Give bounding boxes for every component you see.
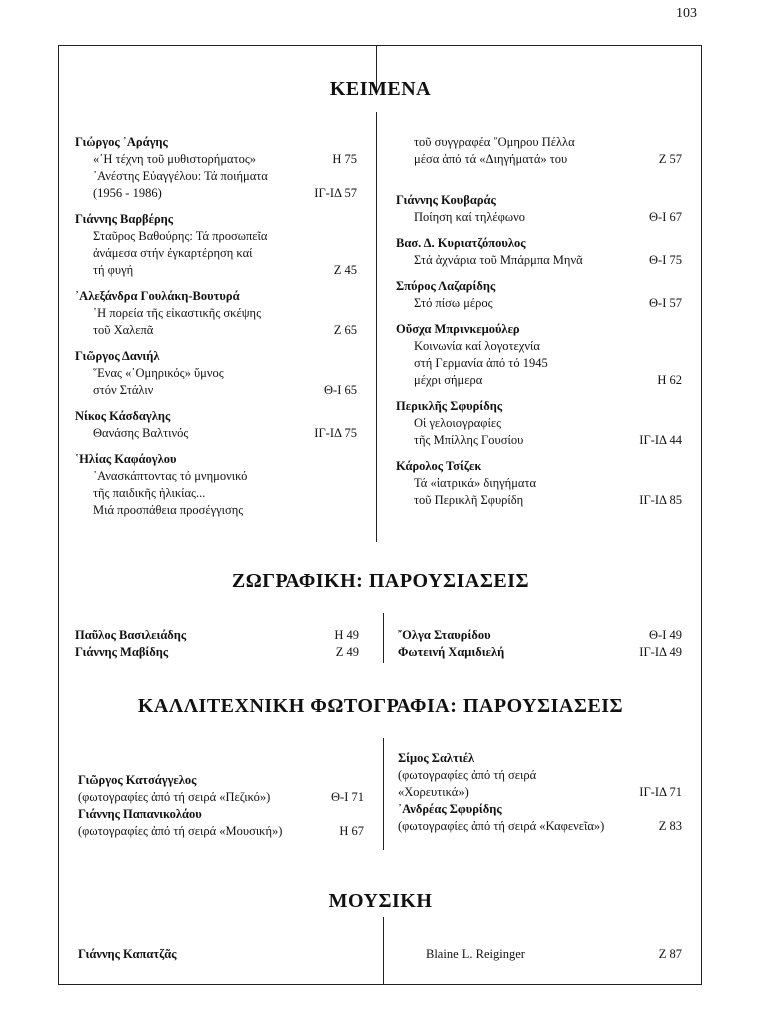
section-title-fotografia: ΚΑΛΛΙΤΕΧΝΙΚΗ ΦΩΤΟΓΡΑΦΙΑ: ΠΑΡΟΥΣΙΑΣΕΙΣ (137, 695, 624, 717)
entry-line: τῆς παιδικῆς ἡλικίας... (93, 486, 206, 500)
entry-line: τοῦ συγγραφέα ῞Ομηρου Πέλλα (414, 135, 575, 149)
entry-line: Οἱ γελοιογραφίες (414, 416, 502, 430)
entry-line: τή φυγή Ζ 45 (93, 263, 357, 277)
page-number: 103 (676, 6, 697, 21)
entry-line: τῆς Μπίλλης Γουσίου ΙΓ-ΙΔ 44 (414, 433, 682, 447)
author-name: Σίμος Σαλτιέλ (398, 751, 475, 765)
keimena-left-column (75, 134, 357, 528)
entry-line: (1956 - 1986) ΙΓ-ΙΔ 57 (93, 186, 357, 200)
list-item (396, 235, 682, 269)
entry-line: (φωτογραφίες ἀπό τή σειρά «Πεζικό») Θ-Ι 71 (78, 790, 364, 804)
author-name: Γιάννης Βαρβέρης (75, 212, 174, 226)
list-item (75, 451, 357, 519)
section-title-mousiki: ΜΟΥΣΙΚΗ (328, 890, 433, 912)
list-item: Παῦλος Βασιλειάδης Η 49 (75, 628, 359, 642)
entry-line: τοῦ Περικλῆ Σφυρίδη ΙΓ-ΙΔ 85 (414, 493, 682, 507)
entry-line: Μιά προσπάθεια προσέγγισης (93, 503, 244, 517)
mousiki-right (426, 946, 682, 963)
author-name: ῾Ηλίας Καφάογλου (75, 452, 177, 466)
column-divider (383, 917, 384, 985)
column-divider (383, 738, 384, 850)
entry-line: ῾Η πορεία τῆς εἰκαστικῆς σκέψης (93, 306, 262, 320)
section-title-zografiki: ΖΩΓΡΑΦΙΚΗ: ΠΑΡΟΥΣΙΑΣΕΙΣ (231, 570, 530, 592)
author-name: Νίκος Κάσδαγλης (75, 409, 171, 423)
entry-line: Θανάσης Βαλτινός ΙΓ-ΙΔ 75 (93, 426, 357, 440)
list-item (396, 458, 682, 509)
author-name: ᾿Ανδρέας Σφυρίδης (398, 802, 502, 816)
author-name: Σπύρος Λαζαρίδης (396, 279, 496, 293)
entry-line: Σταῦρος Βαθούρης: Τά προσωπεῖα (93, 229, 268, 243)
author-name: Γιῶργος Κατσάγγελος (78, 773, 197, 787)
fotografia-left (78, 772, 364, 840)
entry-line: «Χορευτικά») ΙΓ-ΙΔ 71 (398, 785, 682, 799)
entry-line: (φωτογραφίες ἀπό τή σειρά «Μουσική») Η 67 (78, 824, 364, 838)
list-item: Φωτεινή Χαμιδιελή ΙΓ-ΙΔ 49 (398, 645, 682, 659)
list-item (396, 321, 682, 389)
author-name: Κάρολος Τσίζεκ (396, 459, 482, 473)
author-name: Γιάννης Κουβαράς (396, 193, 496, 207)
author-name: Περικλῆς Σφυρίδης (396, 399, 503, 413)
list-item (396, 278, 682, 312)
author-name: ᾿Αλεξάνδρα Γουλάκη-Βουτυρά (75, 289, 240, 303)
list-item (75, 288, 357, 339)
list-item (75, 134, 357, 202)
fotografia-right (398, 750, 682, 835)
zografiki-right (398, 627, 682, 661)
list-item (75, 348, 357, 399)
entry-line: (φωτογραφίες ἀπό τή σειρά (398, 768, 537, 782)
list-item (396, 398, 682, 449)
entry-line: Στό πίσω μέρος Θ-Ι 57 (414, 296, 682, 310)
keimena-right-column (396, 134, 682, 518)
entry-line: μέχρι σήμερα Η 62 (414, 373, 682, 387)
column-divider (383, 613, 384, 663)
entry-line: «῾Η τέχνη τοῦ μυθιστορήματος» Η 75 (93, 152, 357, 166)
author-name: Γιάννης Καπατζᾶς (78, 947, 177, 961)
entry-line: ἀνάμεσα στήν ἐγκαρτέρηση καί (93, 246, 253, 260)
list-item (75, 211, 357, 279)
section-title-keimena: ΚΕΙΜΕΝΑ (329, 78, 432, 100)
entry-line: στόν Στάλιν Θ-Ι 65 (93, 383, 357, 397)
entry-line: Τά «ἰατρικά» διηγήματα (414, 476, 537, 490)
list-item (75, 408, 357, 442)
author-name: Γιώργος ᾿Αράγης (75, 135, 168, 149)
author-name: Βασ. Δ. Κυριατζόπουλος (396, 236, 526, 250)
entry-line: τοῦ Χαλεπᾶ Ζ 65 (93, 323, 357, 337)
author-name: Γιάννης Παπανικολάου (78, 807, 202, 821)
list-item: Γιάννης Μαβίδης Ζ 49 (75, 645, 359, 659)
column-divider (376, 112, 377, 542)
entry-line: στή Γερμανία ἀπό τό 1945 (414, 356, 548, 370)
entry-line: ῞Ενας «῾Ομηρικός» ὕμνος (93, 366, 224, 380)
entry-line: Ποίηση καί τηλέφωνο Θ-Ι 67 (414, 210, 682, 224)
mousiki-left (78, 946, 358, 963)
list-item (396, 192, 682, 226)
entry-line: μέσα ἀπό τά «Διηγήματά» του Ζ 57 (414, 152, 682, 166)
entry-line: (φωτογραφίες ἀπό τή σειρά «Καφενεῖα») Ζ 83 (398, 819, 682, 833)
author-name: Γιῶργος Δανιήλ (75, 349, 160, 363)
entry-line: ᾿Ανέστης Εὐαγγέλου: Τά ποιήματα (93, 169, 268, 183)
entry-line: Κοινωνία καί λογοτεχνία (414, 339, 540, 353)
list-item: ῎Ολγα Σταυρίδου Θ-Ι 49 (398, 628, 682, 642)
author-name: Οὔσχα Μπρινκεμούλερ (396, 322, 520, 336)
entry-line: Στά ἀχνάρια τοῦ Μπάρμπα Μηνᾶ Θ-Ι 75 (414, 253, 682, 267)
list-item: Blaine L. Reiginger Ζ 87 (426, 947, 682, 961)
zografiki-left (75, 627, 359, 661)
entry-line: ᾿Ανασκάπτοντας τό μνημονικό (93, 469, 248, 483)
